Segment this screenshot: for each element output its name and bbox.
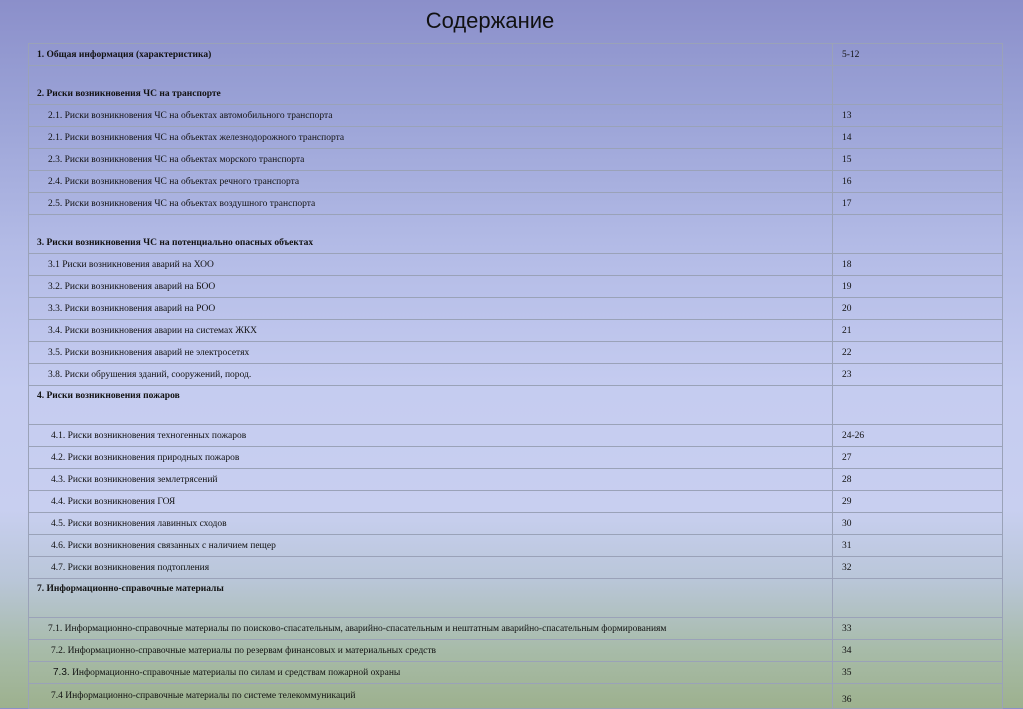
toc-label: 7.4 Информационно-справочные материалы по системе телекоммуникаций bbox=[29, 684, 833, 709]
toc-row bbox=[29, 425, 1003, 447]
toc-label: 4.7. Риски возникновения подтопления bbox=[29, 557, 833, 579]
toc-label-cell bbox=[29, 662, 833, 684]
toc-page bbox=[833, 215, 1003, 254]
toc-label: 4.1. Риски возникновения техногенных пожаров bbox=[29, 425, 833, 447]
toc-row-section-2 bbox=[29, 66, 1003, 105]
toc-label: 2. Риски возникновения ЧС на транспорте bbox=[29, 66, 833, 105]
toc-row bbox=[29, 557, 1003, 579]
toc-label: 3.8. Риски обрушения зданий, сооружений, пород. bbox=[29, 364, 833, 386]
toc-page bbox=[833, 579, 1003, 618]
toc-page: 14 bbox=[833, 127, 1003, 149]
toc-label: 2.1. Риски возникновения ЧС на объектах автомобильного транспорта bbox=[29, 105, 833, 127]
toc-label: 7. Информационно-справочные материалы bbox=[29, 579, 833, 618]
toc-label: 2.5. Риски возникновения ЧС на объектах воздушного транспорта bbox=[29, 193, 833, 215]
toc-page: 18 bbox=[833, 254, 1003, 276]
toc-label: 4.5. Риски возникновения лавинных сходов bbox=[29, 513, 833, 535]
toc-row bbox=[29, 618, 1003, 640]
toc-page: 27 bbox=[833, 447, 1003, 469]
toc-table bbox=[28, 43, 1003, 709]
toc-page: 19 bbox=[833, 276, 1003, 298]
toc-label: 4.6. Риски возникновения связанных с наличием пещер bbox=[29, 535, 833, 557]
toc-row bbox=[29, 662, 1003, 684]
toc-page: 23 bbox=[833, 364, 1003, 386]
page-title: Содержание bbox=[425, 8, 555, 33]
toc-row bbox=[29, 254, 1003, 276]
toc-page: 24-26 bbox=[833, 425, 1003, 447]
toc-page: 35 bbox=[833, 662, 1003, 684]
toc-label: 7.2. Информационно-справочные материалы по резервам финансовых и материальных средств bbox=[29, 640, 833, 662]
toc-row-section-1 bbox=[29, 44, 1003, 66]
toc-page: 30 bbox=[833, 513, 1003, 535]
toc-label: 4. Риски возникновения пожаров bbox=[29, 386, 833, 425]
toc-label: 4.3. Риски возникновения землетрясений bbox=[29, 469, 833, 491]
toc-label: Информационно-справочные материалы по силам и средствам пожарной охраны bbox=[72, 668, 401, 678]
toc-label: 7.1. Информационно-справочные материалы по поисково-спасательным, аварийно-спасательным и нештатным аварийно-спасательным формированиям bbox=[29, 618, 833, 640]
toc-page: 36 bbox=[833, 684, 1003, 709]
toc-label: 3. Риски возникновения ЧС на потенциально опасных объектах bbox=[29, 215, 833, 254]
toc-page: 15 bbox=[833, 149, 1003, 171]
toc-label: 2.4. Риски возникновения ЧС на объектах речного транспорта bbox=[29, 171, 833, 193]
toc-page: 22 bbox=[833, 342, 1003, 364]
toc-row bbox=[29, 320, 1003, 342]
toc-page: 28 bbox=[833, 469, 1003, 491]
toc-label: 3.4. Риски возникновения аварии на системах ЖКХ bbox=[29, 320, 833, 342]
toc-label-number: 7.3. bbox=[53, 667, 70, 678]
toc-row bbox=[29, 364, 1003, 386]
toc-page: 13 bbox=[833, 105, 1003, 127]
toc-label: 3.2. Риски возникновения аварий на БОО bbox=[29, 276, 833, 298]
toc-row bbox=[29, 298, 1003, 320]
toc-page: 31 bbox=[833, 535, 1003, 557]
toc-page: 20 bbox=[833, 298, 1003, 320]
toc-page: 21 bbox=[833, 320, 1003, 342]
toc-row bbox=[29, 149, 1003, 171]
toc-row-section-3 bbox=[29, 215, 1003, 254]
toc-row bbox=[29, 684, 1003, 709]
toc-row-section-7 bbox=[29, 579, 1003, 618]
toc-row-section-4 bbox=[29, 386, 1003, 425]
toc-row bbox=[29, 276, 1003, 298]
toc-page: 33 bbox=[833, 618, 1003, 640]
toc-row bbox=[29, 535, 1003, 557]
toc-label: 1. Общая информация (характеристика) bbox=[29, 44, 833, 66]
toc-page: 5-12 bbox=[833, 44, 1003, 66]
toc-row bbox=[29, 342, 1003, 364]
toc-page bbox=[833, 66, 1003, 105]
toc-row bbox=[29, 640, 1003, 662]
toc-label: 2.1. Риски возникновения ЧС на объектах железнодорожного транспорта bbox=[29, 127, 833, 149]
toc-label: 2.3. Риски возникновения ЧС на объектах морского транспорта bbox=[29, 149, 833, 171]
toc-page: 16 bbox=[833, 171, 1003, 193]
toc-row bbox=[29, 491, 1003, 513]
toc-label: 4.4. Риски возникновения ГОЯ bbox=[29, 491, 833, 513]
toc-row bbox=[29, 171, 1003, 193]
toc-label: 3.3. Риски возникновения аварий на РОО bbox=[29, 298, 833, 320]
toc-label: 3.5. Риски возникновения аварий не электросетях bbox=[29, 342, 833, 364]
toc-row bbox=[29, 105, 1003, 127]
toc-page: 32 bbox=[833, 557, 1003, 579]
toc-page bbox=[833, 386, 1003, 425]
toc-label: 3.1 Риски возникновения аварий на ХОО bbox=[29, 254, 833, 276]
toc-row bbox=[29, 469, 1003, 491]
toc-body bbox=[29, 44, 1003, 709]
toc-row bbox=[29, 193, 1003, 215]
toc-row bbox=[29, 513, 1003, 535]
toc-row bbox=[29, 127, 1003, 149]
toc-page: 17 bbox=[833, 193, 1003, 215]
toc-page: 29 bbox=[833, 491, 1003, 513]
toc-label: 4.2. Риски возникновения природных пожаров bbox=[29, 447, 833, 469]
toc-page: 34 bbox=[833, 640, 1003, 662]
toc-row bbox=[29, 447, 1003, 469]
